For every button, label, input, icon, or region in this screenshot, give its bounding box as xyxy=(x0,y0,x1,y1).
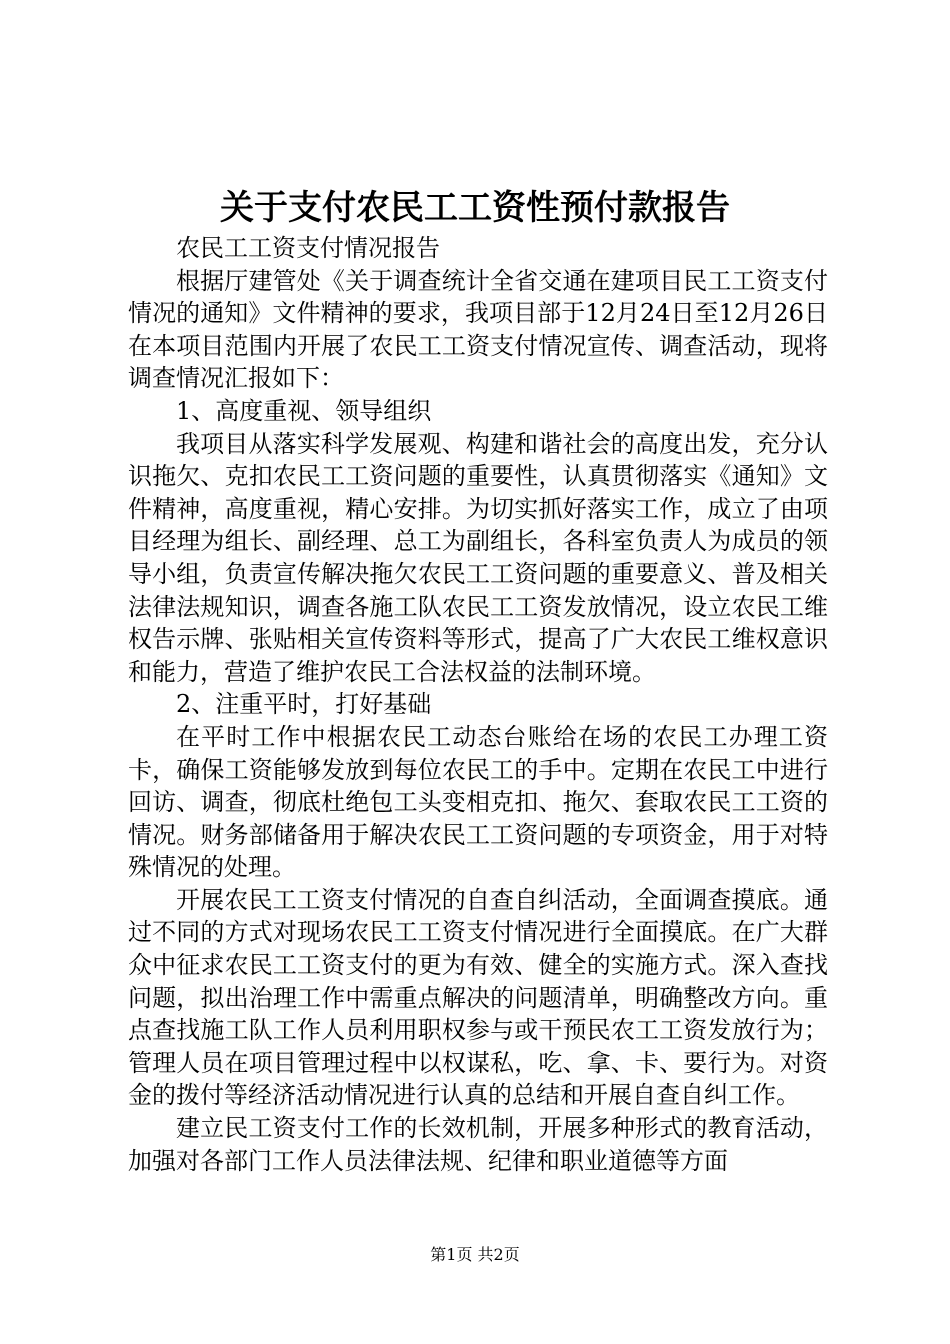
section-heading-1: 1、高度重视、领导组织 xyxy=(176,396,432,425)
paragraph-intro: 根据厅建管处《关于调查统计全省交通在建项目民工工资支付情况的通知》文件精神的要求，我项目部于12月24日至12月26日在本项目范围内开展了农民工工资支付情况宣传、调查活动，现将调查情况汇报如下： xyxy=(128,266,828,393)
paragraph-self-check: 开展农民工工资支付情况的自查自纠活动，全面调查摸底。通过不同的方式对现场农民工工资支付情况进行全面摸底。在广大群众中征求农民工工资支付的更为有效、健全的实施方式。深入查找问题，拟出治理工作中需重点解决的问题清单，明确整改方向。重点查找施工队工作人员利用职权参与或干预民农工工资发放行为；管理人员在项目管理过程中以权谋私，吃、拿、卡、要行为。对资金的拨付等经济活动情况进行认真的总结和开展自查自纠工作。 xyxy=(128,885,828,1110)
document-title: 关于支付农民工工资性预付款报告 xyxy=(220,188,730,228)
paragraph-section-2: 在平时工作中根据农民工动态台账给在场的农民工办理工资卡，确保工资能够发放到每位农民工的手中。定期在农民工中进行回访、调查，彻底杜绝包工头变相克扣、拖欠、套取农民工工资的情况。财务部储备用于解决农民工工资问题的专项资金，用于对特殊情况的处理。 xyxy=(128,722,828,882)
page-footer: 第1页 共2页 xyxy=(430,1245,520,1264)
paragraph-long-term: 建立民工资支付工作的长效机制，开展多种形式的教育活动，加强对各部门工作人员法律法规、纪律和职业道德等方面 xyxy=(128,1114,828,1175)
section-heading-2: 2、注重平时，打好基础 xyxy=(176,690,432,719)
paragraph-subtitle: 农民工工资支付情况报告 xyxy=(176,234,440,262)
paragraph-section-1: 我项目从落实科学发展观、构建和谐社会的高度出发，充分认识拖欠、克扣农民工工资问题的重要性，认真贯彻落实《通知》文件精神，高度重视，精心安排。为切实抓好落实工作，成立了由项目经理为组长、副经理、总工为副组长，各科室负责人为成员的领导小组，负责宣传解决拖欠农民工工资问题的重要意义、普及相关法律法规知识，调查各施工队农民工工资发放情况，设立农民工维权告示牌、张贴相关宣传资料等形式，提高了广大农民工维权意识和能力，营造了维护农民工合法权益的法制环境。 xyxy=(128,429,828,686)
document-body xyxy=(128,232,828,1177)
